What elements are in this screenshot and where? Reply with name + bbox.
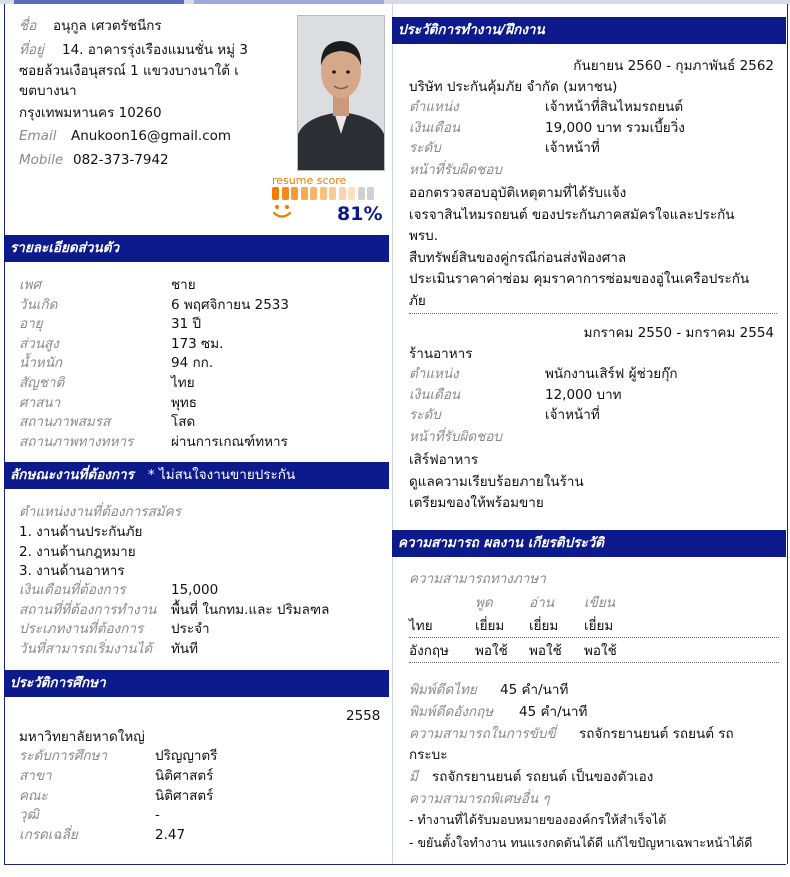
skills-section-header: ความสามารถ ผลงาน เกียรติประวัติ [392, 530, 786, 557]
desired-job-title: ลักษณะงานที่ต้องการ [10, 467, 134, 483]
job-duty-item: สืบทรัพย์สินของคู่กรณีก่อนส่งฟ้องศาล [409, 249, 627, 266]
resume-score-label: resume score [272, 174, 347, 187]
language-read: พอใช้ [529, 642, 562, 659]
job-duties-label: หน้าที่รับผิดชอบ [409, 429, 502, 445]
driving-label: ความสามารถในการขับขี่ [409, 726, 556, 742]
personal-value: 173 ซม. [171, 335, 224, 352]
resume-score-segment [358, 187, 365, 200]
work-section-header: ประวัติการทำงาน/ฝึกงาน [392, 17, 786, 44]
job-duty-item: พรบ. [409, 228, 439, 245]
address-line-3: ขตบางนา [19, 83, 77, 99]
personal-value: ไทย [171, 375, 195, 391]
job-level-value: เจ้าหน้าที่ [545, 407, 600, 423]
language-name: ไทย [409, 618, 433, 634]
job-duty-item: เตรียมของให้พร้อมขาย [409, 495, 544, 512]
resume-score-segment [339, 187, 346, 200]
personal-label: สัญชาติ [19, 375, 65, 391]
personal-label: น้ำหนัก [19, 355, 63, 372]
resume-score-segment [282, 187, 289, 200]
mobile-value: 082-373-7942 [73, 152, 169, 168]
personal-label: วันเกิด [19, 296, 58, 313]
person-silhouette-icon [298, 16, 384, 170]
desired-position-item: 1. งานด้านประกันภัย [19, 524, 143, 540]
job-salary-label: เงินเดือน [409, 120, 461, 136]
language-name: อังกฤษ [409, 642, 449, 659]
resume-score-segment [367, 187, 374, 200]
job-duty-item: ภัย [409, 293, 426, 309]
job-duty-item: ออกตรวจสอบอุบัติเหตุตามที่ได้รับแจ้ง [409, 185, 627, 201]
education-value: นิติศาสตร์ [155, 767, 214, 784]
desired-job-value: ทันที [171, 640, 199, 657]
resume-score-segment [291, 187, 298, 200]
desired-job-section-header [4, 462, 389, 489]
special-skills-label: ความสามารถพิเศษอื่น ๆ [409, 791, 550, 807]
desired-job-label: สถานที่ที่ต้องการทำงาน [19, 601, 157, 618]
address-line-4: กรุงเทพมหานคร 10260 [19, 105, 162, 121]
education-value: ปริญญาตรี [155, 748, 218, 764]
desired-job-value: 15,000 [171, 582, 219, 598]
education-value: นิติศาสตร์ [155, 787, 214, 804]
resume-score-segment [310, 187, 317, 200]
language-label: ความสามารถทางภาษา [409, 571, 546, 587]
address-label: ที่อยู่ [19, 42, 44, 58]
job-position-label: ตำแหน่ง [409, 99, 459, 115]
language-read: เยี่ยม [529, 618, 559, 634]
education-value: - [155, 807, 160, 824]
job-salary-value: 12,000 บาท [545, 387, 622, 403]
education-label: สาขา [19, 767, 52, 784]
job-company: บริษัท ประกันคุ้มภัย จำกัด (มหาชน) [409, 79, 618, 95]
resume-score-segment [348, 187, 355, 200]
language-write: พอใช้ [584, 642, 617, 659]
language-header-read: อ่าน [529, 595, 554, 611]
personal-label: สถานภาพทางทหาร [19, 433, 134, 450]
job-duty-item: ดูแลความเรียบร้อยภายในร้าน [409, 473, 584, 490]
personal-value: 6 พฤศจิกายน 2533 [171, 296, 289, 313]
job-position-value: พนักงานเสิร์ฟ ผู้ช่วยกุ๊ก [545, 366, 678, 382]
resume-score-segment [320, 187, 327, 200]
desired-position-item: 3. งานด้านอาหาร [19, 563, 125, 580]
job-level-label: ระดับ [409, 407, 441, 423]
job-period: กันยายน 2560 - กุมภาพันธ์ 2562 [573, 58, 774, 74]
job-salary-label: เงินเดือน [409, 387, 461, 403]
personal-value: พุทธ [171, 394, 198, 411]
resume-score-value: 81% [337, 203, 383, 225]
education-label: คณะ [19, 787, 48, 804]
language-row-separator [409, 662, 779, 663]
email-label: Email [19, 128, 57, 144]
job-salary-value: 19,000 บาท รวมเบี้ยวิ่ง [545, 120, 685, 136]
resume-score-segment [272, 187, 279, 200]
desired-job-label: เงินเดือนที่ต้องการ [19, 582, 126, 598]
language-header-speak: พูด [475, 595, 493, 611]
personal-value: 31 ปี [171, 316, 202, 333]
job-duty-item: เจรจาสินไหมรถยนต์ ของประกันภาคสมัครใจและประกัน [409, 206, 735, 223]
job-separator [409, 313, 777, 314]
education-section-header: ประวัติการศึกษา [4, 670, 389, 697]
job-level-label: ระดับ [409, 140, 441, 156]
typing-thai-value: 45 คำ/นาที [500, 682, 569, 698]
personal-label: ศาสนา [19, 394, 61, 411]
personal-value: 94 กก. [171, 355, 214, 372]
address-line-2: ซอยล้วนเงือนุสรณ์ 1 แขวงบางนาใต้ เ [19, 63, 239, 79]
bottom-border [4, 864, 786, 865]
desired-job-label: ประเภทงานที่ต้องการ [19, 621, 144, 638]
smile-icon [271, 203, 293, 221]
language-speak: เยี่ยม [475, 618, 505, 634]
typing-thai-label: พิมพ์ดีดไทย [409, 682, 477, 698]
personal-value: ชาย [171, 277, 196, 293]
desired-job-value: ประจำ [171, 621, 210, 638]
address-line-1: 14. อาคารรุ่งเรืองแมนชั่น หมู่ 3 [62, 42, 248, 58]
email-value[interactable]: Anukoon16@gmail.com [71, 128, 232, 144]
personal-value: โสด [171, 414, 196, 431]
education-label: วุฒิ [19, 807, 39, 824]
personal-section-header: รายละเอียดส่วนตัว [4, 235, 389, 262]
personal-value: ผ่านการเกณฑ์ทหาร [171, 433, 288, 450]
job-duties-label: หน้าที่รับผิดชอบ [409, 162, 502, 178]
job-period: มกราคม 2550 - มกราคม 2554 [583, 325, 774, 341]
personal-label: เพศ [19, 277, 42, 293]
education-label: ระดับการศึกษา [19, 748, 108, 764]
profile-photo [297, 15, 385, 171]
personal-label: สถานภาพสมรส [19, 414, 111, 431]
job-duty-item: เสิร์ฟอาหาร [409, 452, 479, 468]
special-skill-1: - ทำงานที่ได้รับมอบหมายขององค์กรให้สำเร็จได้ [409, 812, 667, 827]
job-company: ร้านอาหาร [409, 346, 473, 362]
desired-job-value: พื้นที่ ในกทม.และ ปริมลฑล [171, 601, 330, 618]
resume-score-segment [329, 187, 336, 200]
typing-eng-value: 45 คำ/นาที [519, 704, 588, 720]
typing-eng-label: พิมพ์ดีดอังกฤษ [409, 704, 494, 720]
desired-job-label: วันที่สามารถเริ่มงานได้ [19, 640, 153, 657]
desired-job-note: * ไม่สนใจงานขายประกัน [147, 467, 296, 483]
personal-label: ส่วนสูง [19, 335, 59, 352]
positions-label: ตำแหน่งงานที่ต้องการสมัคร [19, 504, 181, 520]
mobile-label: Mobile [19, 152, 64, 168]
personal-label: อายุ [19, 316, 43, 333]
language-write: เยี่ยม [584, 618, 614, 634]
driving-value-2: กระบะ [409, 747, 448, 763]
own-vehicle-value: รถจักรยานยนต์ รถยนต์ เป็นของตัวเอง [432, 769, 654, 785]
job-level-value: เจ้าหน้าที่ [545, 140, 600, 156]
education-school: มหาวิทยาลัยหาดใหญ่ [19, 729, 145, 745]
candidate-name: อนุกูล เศวตรัชนีกร [53, 18, 162, 34]
desired-position-item: 2. งานด้านกฎหมาย [19, 543, 136, 560]
job-duty-item: ประเมินราคาค่าซ่อม คุมราคาการซ่อมของอู่ในเครือประกัน [409, 271, 750, 288]
education-value: 2.47 [155, 827, 186, 844]
name-label: ชื่อ [19, 18, 37, 34]
driving-value-1: รถจักรยานยนต์ รถยนต์ รถ [579, 726, 734, 742]
education-year: 2558 [346, 708, 381, 724]
job-position-label: ตำแหน่ง [409, 366, 459, 382]
job-position-value: เจ้าหน้าที่สินไหมรถยนต์ [545, 99, 684, 115]
special-skill-2: - ขยันตั้งใจทำงาน ทนแรงกดดันได้ดี แก้ไขปัญหาเฉพาะหน้าได้ดี [409, 835, 753, 850]
own-vehicle-label: มี [409, 769, 418, 785]
resume-score-segment [301, 187, 308, 200]
language-speak: พอใช้ [475, 642, 508, 659]
education-label: เกรดเฉลี่ย [19, 827, 78, 844]
language-header-write: เขียน [584, 595, 615, 611]
language-row-separator [409, 637, 779, 638]
